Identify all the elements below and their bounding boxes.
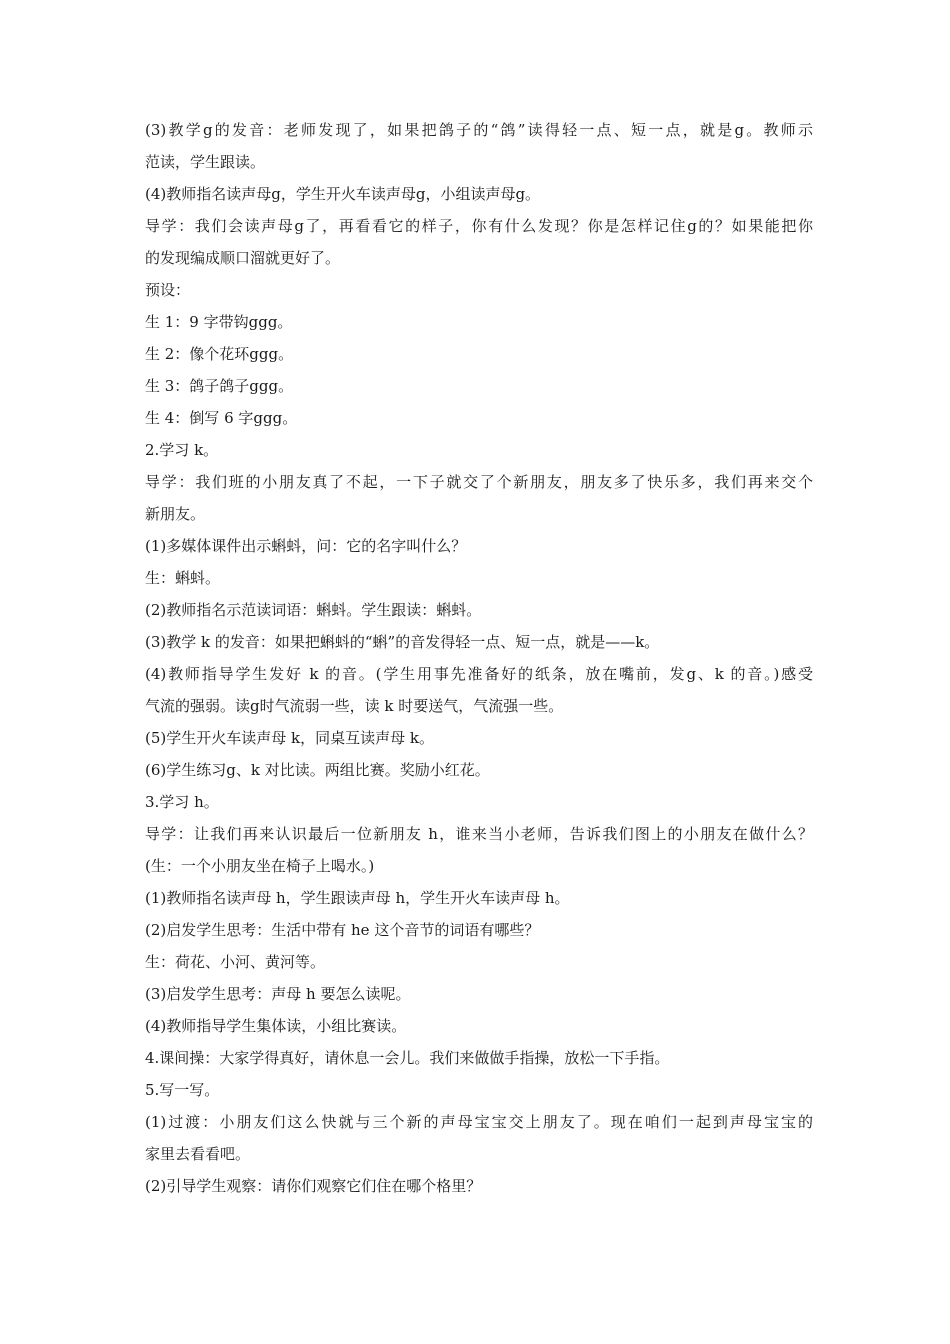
text-line: 2.学习 k。 bbox=[145, 441, 219, 459]
text-line: (3)启发学生思考：声母 h 要怎么读呢。 bbox=[145, 985, 411, 1003]
text-line: (4)教师指名读声母g，学生开火车读声母g，小组读声母g。 bbox=[145, 185, 541, 203]
text-line: 生 4：倒写 6 字ggg。 bbox=[145, 409, 298, 427]
text-line: 导学：让我们再来认识最后一位新朋友 h，谁来当小老师，告诉我们图上的小朋友在做什么？ bbox=[145, 825, 813, 843]
text-line: 生 1：9 字带钩ggg。 bbox=[145, 313, 293, 331]
text-line: (1)教师指名读声母 h，学生跟读声母 h，学生开火车读声母 h。 bbox=[145, 889, 570, 907]
text-line: (4)教师指导学生发好 k 的音。(学生用事先准备好的纸条，放在嘴前，发g、k 的音。)感受 bbox=[145, 665, 813, 683]
text-line: (5)学生开火车读声母 k，同桌互读声母 k。 bbox=[145, 729, 434, 747]
text-line: 预设： bbox=[145, 281, 191, 299]
text-line: (2)教师指名示范读词语：蝌蚪。学生跟读：蝌蚪。 bbox=[145, 601, 482, 619]
text-line: 3.学习 h。 bbox=[145, 793, 219, 811]
text-line: 生 3：鸽子鸽子ggg。 bbox=[145, 377, 294, 395]
text-line: 气流的强弱。读g时气流弱一些，读 k 时要送气，气流强一些。 bbox=[145, 697, 564, 715]
text-line: (1)过渡：小朋友们这么快就与三个新的声母宝宝交上朋友了。现在咱们一起到声母宝宝的 bbox=[145, 1113, 813, 1131]
text-line: 的发现编成顺口溜就更好了。 bbox=[145, 249, 341, 267]
text-line: 5.写一写。 bbox=[145, 1081, 220, 1099]
text-line: (2)引导学生观察：请你们观察它们住在哪个格里？ bbox=[145, 1177, 482, 1195]
text-line: (生：一个小朋友坐在椅子上喝水。) bbox=[145, 857, 375, 875]
text-line: 导学：我们班的小朋友真了不起，一下子就交了个新朋友，朋友多了快乐多，我们再来交个 bbox=[145, 473, 813, 491]
document-body bbox=[145, 114, 813, 1202]
text-line: 生：荷花、小河、黄河等。 bbox=[145, 953, 326, 971]
text-line: 生：蝌蚪。 bbox=[145, 569, 221, 587]
text-line: (3)教学 k 的发音：如果把蝌蚪的“蝌”的音发得轻一点、短一点，就是——k。 bbox=[145, 633, 660, 651]
text-line: (3)教学g的发音：老师发现了，如果把鸽子的“鸽”读得轻一点、短一点，就是g。教师示 bbox=[145, 121, 813, 139]
text-line: 范读，学生跟读。 bbox=[145, 153, 266, 171]
text-line: 4.课间操：大家学得真好，请休息一会儿。我们来做做手指操，放松一下手指。 bbox=[145, 1049, 670, 1067]
text-line: 导学：我们会读声母g了，再看看它的样子，你有什么发现？你是怎样记住g的？如果能把你 bbox=[145, 217, 813, 235]
text-line: (1)多媒体课件出示蝌蚪，问：它的名字叫什么？ bbox=[145, 537, 467, 555]
text-line: (6)学生练习g、k 对比读。两组比赛。奖励小红花。 bbox=[145, 761, 490, 779]
text-line: 家里去看看吧。 bbox=[145, 1145, 251, 1163]
text-line: (4)教师指导学生集体读，小组比赛读。 bbox=[145, 1017, 407, 1035]
text-line: 新朋友。 bbox=[145, 505, 206, 523]
text-line: 生 2：像个花环ggg。 bbox=[145, 345, 294, 363]
text-line: (2)启发学生思考：生活中带有 he 这个音节的词语有哪些？ bbox=[145, 921, 540, 939]
